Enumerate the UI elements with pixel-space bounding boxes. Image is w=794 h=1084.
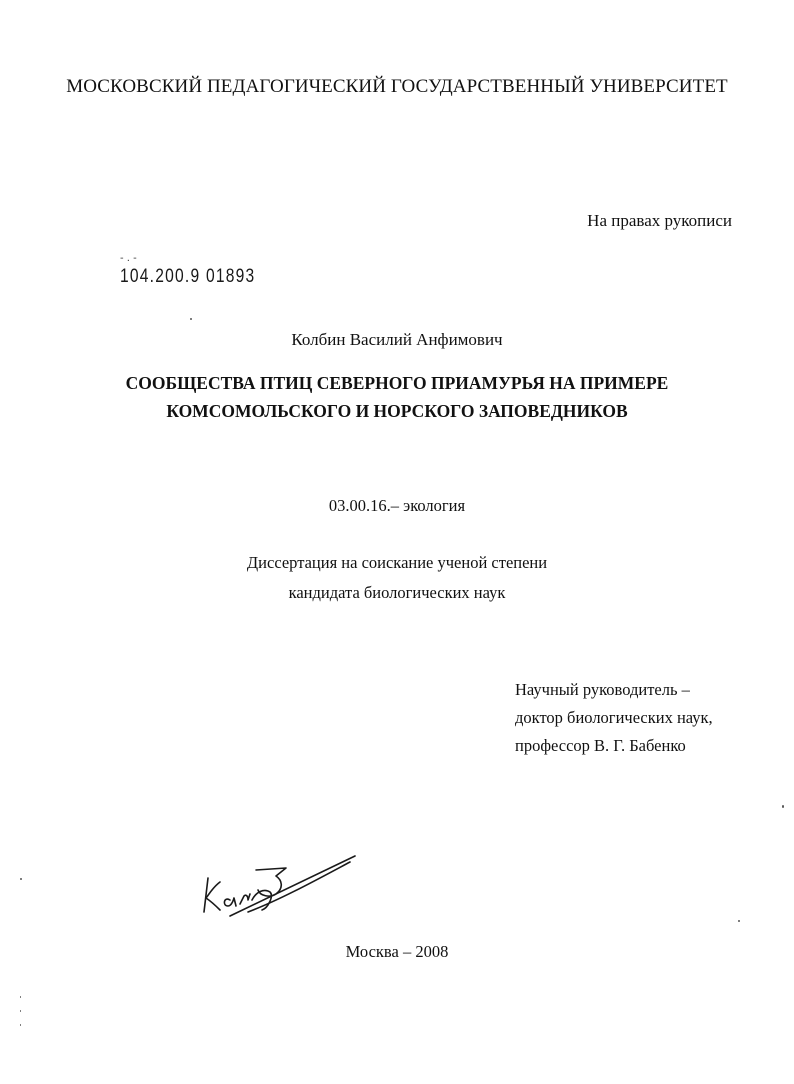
scan-speck (20, 878, 22, 880)
supervisor-line-3: профессор В. Г. Бабенко (515, 736, 686, 755)
author-name: Колбин Василий Анфимович (291, 330, 503, 349)
specialty-code: 03.00.16.– экология (328, 496, 466, 515)
degree-line-2: кандидата биологических наук (288, 583, 506, 602)
library-stamp-number: 104.200.9 01893 (120, 266, 256, 287)
scan-speck (20, 996, 21, 998)
title-line-1: СООБЩЕСТВА ПТИЦ СЕВЕРНОГО ПРИАМУРЬЯ НА ПРИМЕРЕ (125, 373, 669, 393)
scan-speck (782, 805, 784, 808)
scan-speck (190, 318, 192, 320)
degree-line-1: Диссертация на соискание ученой степени (246, 553, 548, 572)
scan-speck (20, 1024, 21, 1026)
scan-speck (20, 1010, 21, 1012)
supervisor-line-2: доктор биологических наук, (515, 708, 713, 727)
city-and-year: Москва – 2008 (345, 942, 449, 961)
university-name: МОСКОВСКИЙ ПЕДАГОГИЧЕСКИЙ ГОСУДАРСТВЕННЫЙ УНИВЕРСИТЕТ (66, 76, 728, 97)
scan-speck (738, 920, 740, 922)
degree-statement (0, 548, 794, 608)
handwritten-signature-icon (190, 848, 370, 928)
stamp-mark: - . - (120, 253, 137, 264)
rights-note: На правах рукописи (587, 211, 732, 230)
supervisor-block (515, 676, 713, 760)
title-line-2: КОМСОМОЛЬСКОГО И НОРСКОГО ЗАПОВЕДНИКОВ (166, 401, 628, 421)
dissertation-title (0, 369, 794, 425)
supervisor-line-1: Научный руководитель – (515, 680, 690, 699)
